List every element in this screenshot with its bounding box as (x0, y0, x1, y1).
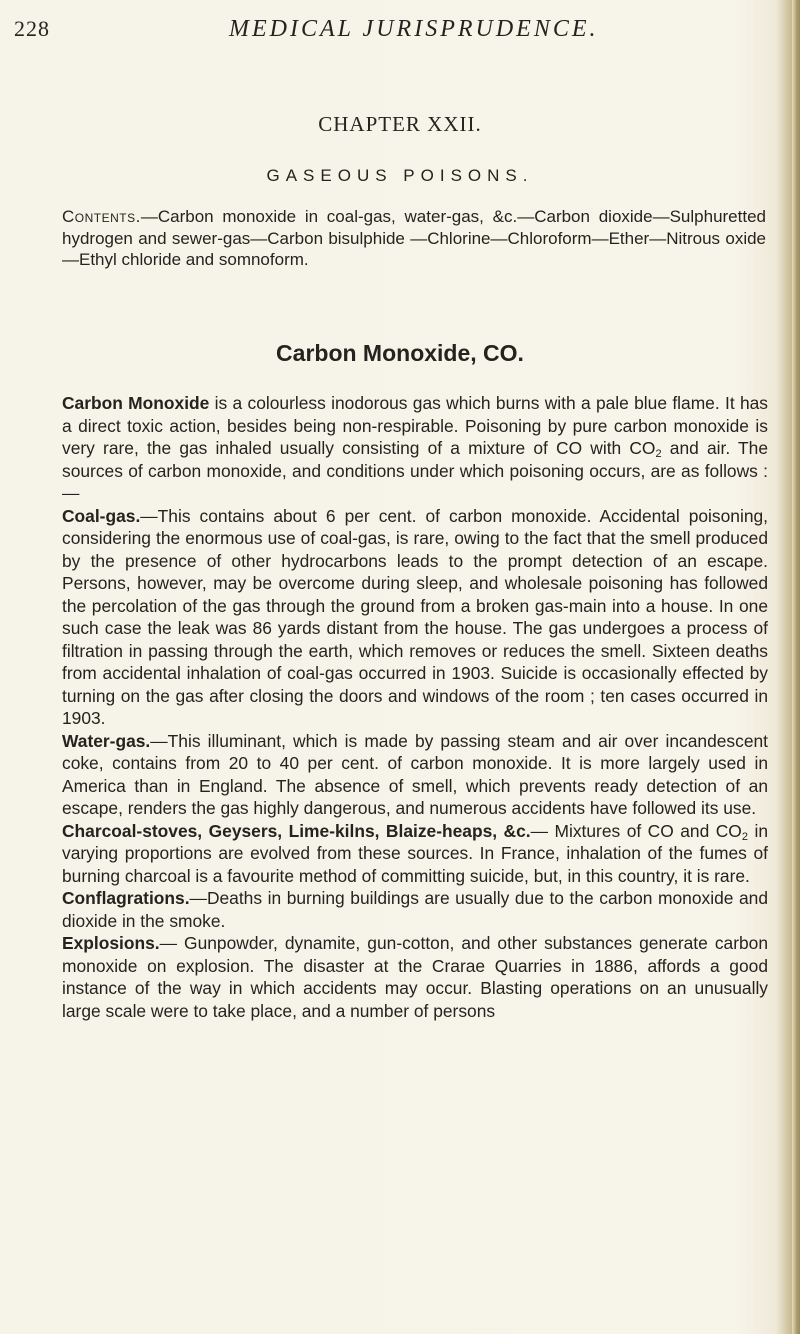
chapter-heading: CHAPTER XXII. (318, 112, 482, 136)
paragraph-text: —Deaths in burning buildings are usually due to the carbon monoxide and dioxide in the smoke. (62, 888, 768, 931)
running-title: MEDICAL JURISPRUDENCE. (229, 16, 599, 42)
paragraph (62, 392, 768, 505)
paragraph-lead: Charcoal-stoves, Geysers, Lime-kilns, Blaize-heaps, &c. (62, 820, 531, 841)
subscript: 2 (655, 448, 662, 460)
paragraph-text: in varying proportions are evolved from these sources. In France, inhalation of the fumes of burning charcoal is a favourite method of committing suicide, but, in this country, it is rare. (62, 820, 768, 886)
contents-label: Contents. (62, 207, 141, 226)
paragraph (62, 505, 768, 730)
paragraph-lead: Conflagrations. (62, 888, 190, 908)
paragraph-lead: Explosions. (62, 933, 160, 953)
paragraph-lead: Coal-gas. (62, 505, 141, 526)
paragraph-text: — Gunpowder, dynamite, gun-cotton, and other substances generate carbon monoxide on explosion. The disaster at the Crarae Quarries in 1886, affords a good instance of the way in which accidents may occur. Blasting operations on an unusually large scale were to take place, and a number of persons (62, 933, 768, 1021)
paragraph (62, 932, 768, 1022)
paragraph-text: —This contains about 6 per cent. of carbon monoxide. Accidental poisoning, considering the enormous use of coal-gas, is rare, owing to the fact that the smell produced by the presence of other hydrocarbons leads to the prompt detection of an escape. Persons, however, may be overcome during sleep, and wholesale poisoning has followed the percolation of the gas through the ground from a broken gas-main into a house. In one such case the leak was 86 yards distant from the house. The gas undergoes a process of filtration in passing through the earth, which removes or reduces the smell. Sixteen deaths from accidental inhalation of coal-gas occurred in 1903. Suicide is occasionally effected by turning on the gas after closing the doors and windows of the room ; ten cases occurred in 1903. (62, 505, 768, 728)
body-text (62, 392, 768, 1022)
paragraph-lead: Carbon Monoxide (62, 393, 210, 413)
subscript: 2 (741, 830, 748, 843)
paragraph (62, 887, 768, 932)
running-head (14, 12, 774, 46)
paragraph (62, 730, 768, 820)
page-number: 228 (14, 16, 50, 41)
section-heading: Carbon Monoxide, CO. (276, 340, 524, 366)
paragraph-text: and air. The sources of carbon monoxide, and conditions under which poisoning occurs, are as follows :— (62, 438, 768, 503)
page-edge (792, 0, 796, 1334)
contents-text: —Carbon monoxide in coal-gas, water-gas, &c.—Carbon dioxide—Sulphuretted hydrogen and sewer-gas—Carbon bisulphide —Chlorine—Chloroform—Ether—Nitrous oxide—Ethyl chloride and somnoform. (62, 207, 766, 269)
paragraph-text: is a colourless inodorous gas which burns with a pale blue flame. It has a direct toxic action, besides being non-respirable. Poisoning by pure carbon monoxide is very rare, the gas inhaled usually consisting of a mixture of CO with CO (62, 393, 769, 458)
paragraph-lead: Water-gas. (62, 730, 151, 751)
paragraph-text: — Mixtures of CO and CO (530, 820, 742, 841)
chapter-title: GASEOUS POISONS. (266, 166, 534, 185)
chapter-contents (62, 206, 766, 271)
paragraph (62, 820, 768, 888)
paragraph-text: —This illuminant, which is made by passing steam and air over incandescent coke, contains from 20 to 40 per cent. of carbon monoxide. It is more largely used in America than in England. The absence of smell, which prevents ready detection of an escape, renders the gas highly dangerous, and numerous accidents have followed its use. (62, 730, 768, 818)
